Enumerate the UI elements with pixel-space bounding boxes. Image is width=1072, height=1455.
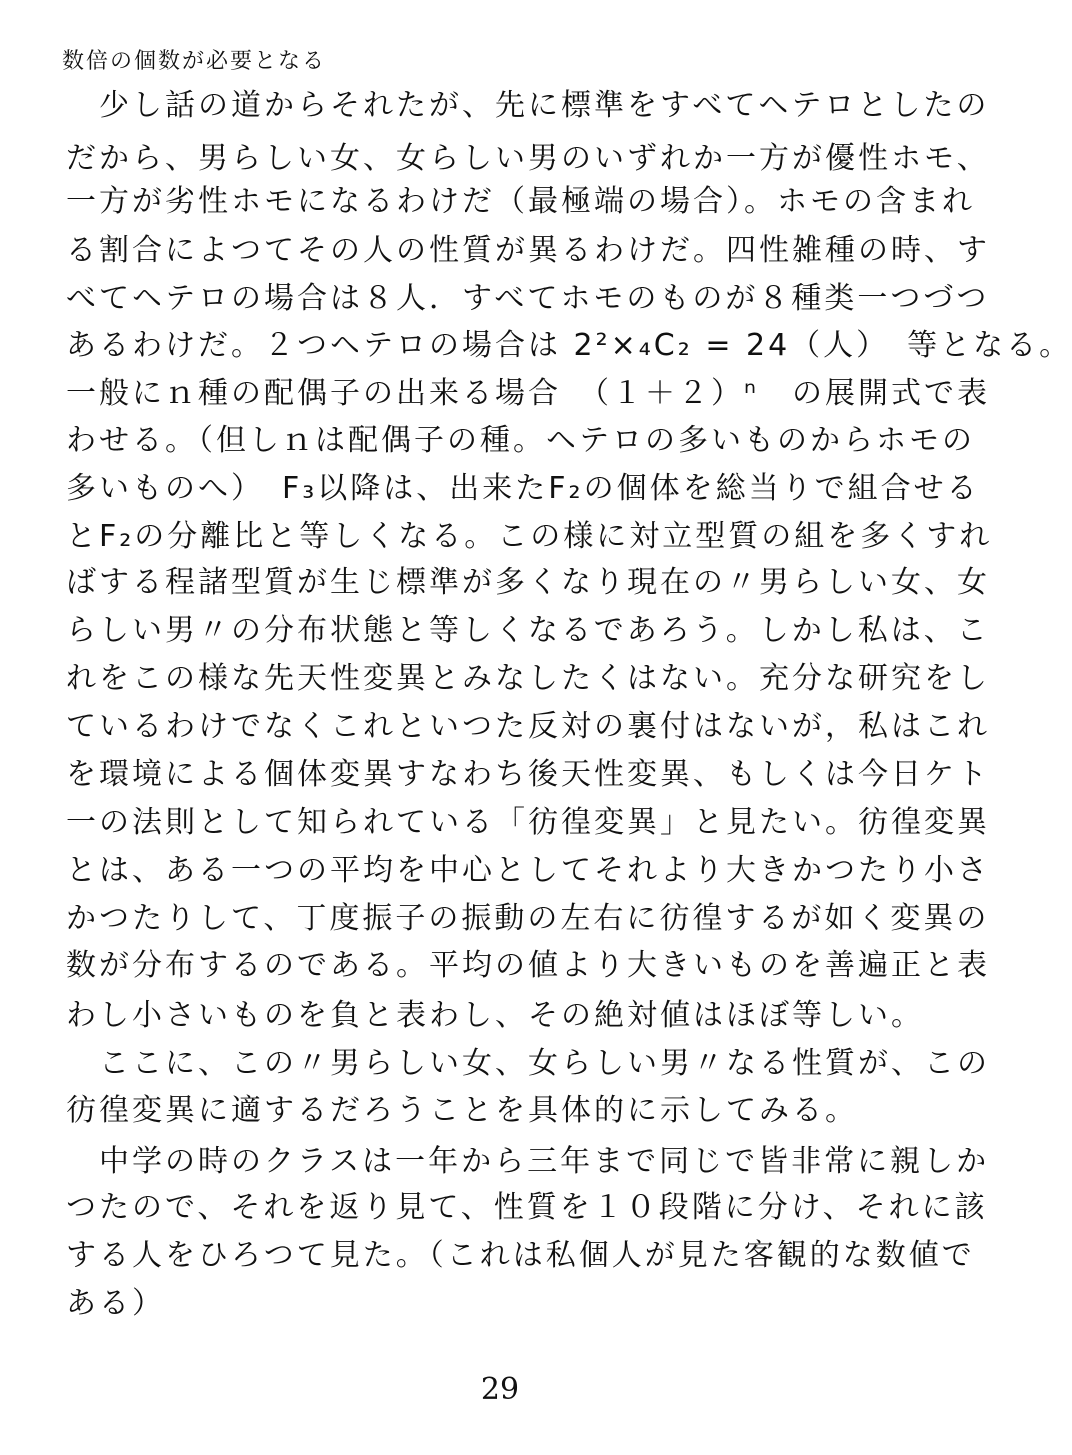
text-line: 多いものへ） F₃以降は、出来たF₂の個体を総当りで組合せる bbox=[66, 471, 980, 506]
text-line: る割合によつてその人の性質が異るわけだ。四性雑種の時、す bbox=[66, 233, 990, 268]
text-line: 数が分布するのである。平均の値より大きいものを善遍正と表 bbox=[66, 948, 990, 983]
text-line: 中学の時のクラスは一年から三年まで同じで皆非常に親しか bbox=[66, 1144, 990, 1179]
text-line: わし小さいものを負と表わし、その絶対値はほぼ等しい。 bbox=[66, 998, 924, 1033]
text-line: とF₂の分離比と等しくなる。この様に対立型質の組を多くすれ bbox=[66, 519, 993, 554]
text-line: かつたりして、丁度振子の振動の左右に彷徨するが如く変異の bbox=[66, 901, 990, 936]
text-line: 一方が劣性ホモになるわけだ（最極端の場合）。ホモの含まれ bbox=[66, 184, 975, 219]
text-line: ある） bbox=[66, 1286, 165, 1321]
text-line: つたので、それを返り見て、性質を１０段階に分け、それに該 bbox=[66, 1190, 988, 1225]
text-line: あるわけだ。２つヘテロの場合は 2²×₄C₂ = 24（人） 等となる。 bbox=[66, 328, 1072, 363]
text-line: 少し話の道からそれたが、先に標準をすべてヘテロとしたの bbox=[66, 88, 990, 123]
text-line: 一の法則として知られている「彷徨変異」と見たい。彷徨変異 bbox=[66, 805, 990, 840]
text-line: らしい男〃の分布状態と等しくなるであろう。しかし私は、こ bbox=[66, 613, 990, 648]
text-line: だから、男らしい女、女らしい男のいずれか一方が優性ホモ、 bbox=[66, 141, 990, 176]
text-line: ているわけでなくこれといつた反対の裏付はないが，私はこれ bbox=[66, 709, 990, 744]
text-line: 一般にｎ種の配偶子の出来る場合 （１＋２）ⁿ の展開式で表 bbox=[66, 376, 990, 411]
text-line: ここに、この〃男らしい女、女らしい男〃なる性質が、この bbox=[66, 1046, 990, 1081]
text-line: べてヘテロの場合は８人．すべてホモのものが８種类一つづつ bbox=[66, 281, 990, 316]
text-line: わせる。（但しｎは配偶子の種。ヘテロの多いものからホモの bbox=[66, 423, 975, 458]
text-line: 数倍の個数が必要となる bbox=[62, 49, 327, 74]
text-line: とは、ある一つの平均を中心としてそれより大きかつたり小さ bbox=[66, 853, 990, 888]
text-line: ばする程諸型質が生じ標準が多くなり現在の〃男らしい女、女 bbox=[66, 565, 990, 600]
text-line: する人をひろつて見た。（これは私個人が見た客観的な数値で bbox=[66, 1238, 975, 1273]
text-line: を環境による個体変異すなわち後天性変異、もしくは今日ケト bbox=[66, 757, 990, 792]
text-line: 彷徨変異に適するだろうことを具体的に示してみる。 bbox=[66, 1093, 858, 1128]
text-line: れをこの様な先天性変異とみなしたくはない。充分な研究をし bbox=[66, 661, 990, 696]
page-number: 29 bbox=[480, 1372, 520, 1407]
